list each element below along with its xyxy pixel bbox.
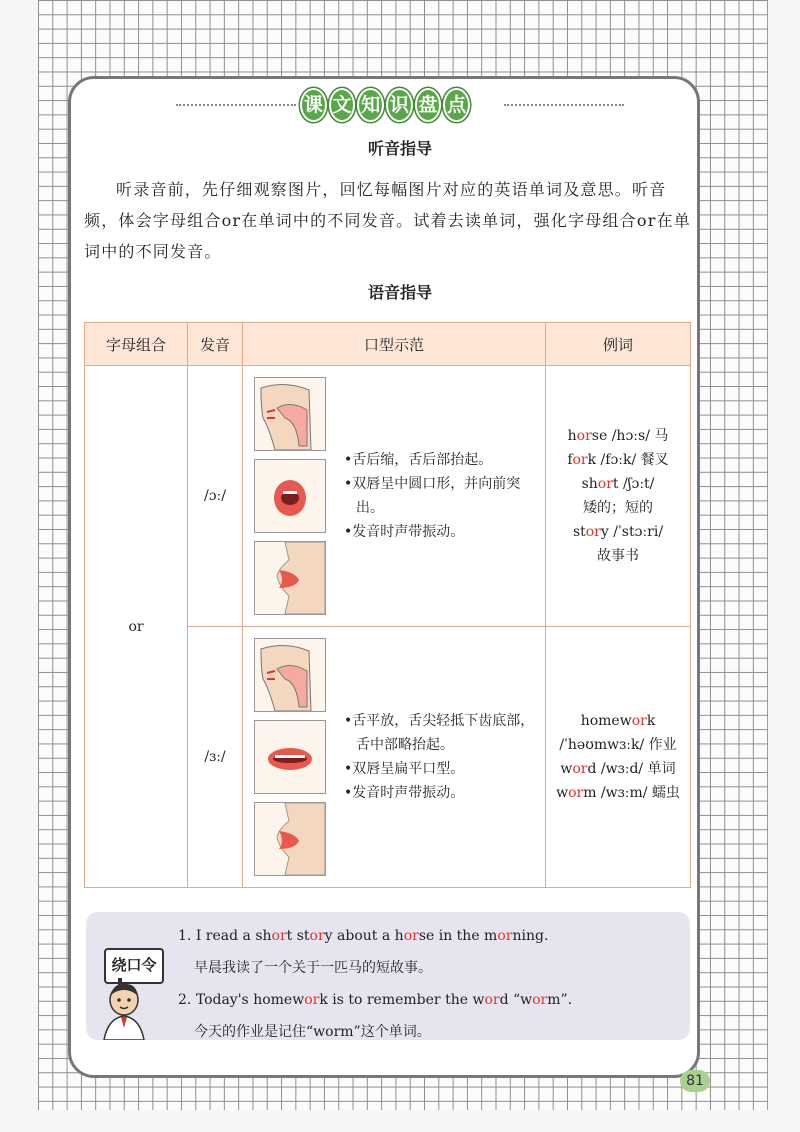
title-char-badge: 识 [386,88,413,122]
tongue-twister-sign: 绕口令 [104,948,164,984]
example-word [547,781,689,805]
pronunciation-steps [326,448,544,544]
title-char-badge: 盘 [415,88,442,122]
highlighted-letters: or [484,992,500,1008]
twister-translation: 今天的作业是记住“worm”这个单词。 [194,1024,431,1040]
highlighted-letters: or [597,476,613,492]
title-divider-left [176,104,296,106]
column-header: 发音 [188,323,243,366]
section-title [170,88,630,124]
word-text: se /hɔːs/ 马 [591,428,669,444]
table-header-row [85,323,691,366]
word-text: sh [581,476,598,492]
sentence-text: m”. [547,992,573,1008]
title-char-badge: 点 [443,88,470,122]
highlighted-letters: or [532,992,548,1008]
mouth-side-section-image [254,638,326,712]
word-text: t /ʃɔːt/ [612,476,655,492]
twister-number: 1. [178,928,192,944]
pronunciation-step: •发音时声带振动。 [344,785,465,801]
pronunciation-steps [326,709,544,805]
word-text: y /ˈstɔːri/ [600,524,664,540]
word-text: /ˈhəʊmwɜːk/ 作业 [559,737,677,753]
title-char-badge: 文 [329,88,356,122]
sentence-text: Today's homew [195,992,305,1008]
highlighted-letters: or [572,452,588,468]
letter-combination-cell: or [85,366,188,888]
table-row [85,366,691,627]
phonics-table [84,322,691,888]
column-header: 字母组合 [85,323,188,366]
highlighted-letters: or [403,928,419,944]
listening-paragraph: 听录音前，先仔细观察图片，回忆每幅图片对应的英语单词及意思。听音频，体会字母组合or在单词中的不同发音。试着去读单词，强化字母组合or在单词中的不同发音。 [84,180,691,261]
highlighted-letters: or [497,928,513,944]
title-divider-right [504,104,624,106]
word-text: k /fɔːk/ 餐叉 [587,452,669,468]
example-word [547,472,689,496]
pronunciation-step: •发音时声带振动。 [344,524,465,540]
boy-illustration [94,978,154,1040]
mouth-profile-image [254,802,326,876]
listening-heading [0,136,800,159]
sentence-text: ning. [512,928,549,944]
word-text: f [567,452,573,468]
word-text: d /wɜːd/ 单词 [587,761,676,777]
example-word [547,448,689,472]
title-char-badge: 课 [300,88,327,122]
word-text: 故事书 [597,548,639,564]
pronunciation-step: •双唇呈扁平口型。 [344,761,465,777]
title-badges [300,88,470,122]
pronunciation-step: •双唇呈中圆口形，并向前突出。 [344,476,521,516]
example-word [547,757,689,781]
page-number: 81 [680,1070,710,1092]
word-text: homew [580,713,632,729]
sentence-text: y about a h [324,928,404,944]
sound-cell: /ɜː/ [188,627,243,888]
highlighted-letters: or [572,761,588,777]
example-word [547,544,689,568]
highlighted-letters: or [304,992,320,1008]
mouth-front-image [254,459,326,533]
mouth-side-section-image [254,377,326,451]
twister-translation: 早晨我读了一个关于一匹马的短故事。 [194,960,432,976]
highlighted-letters: or [568,785,584,801]
mouth-front-image [254,720,326,794]
word-text: 矮的；短的 [583,500,653,516]
column-header: 口型示范 [243,323,546,366]
sentence-text: t st [286,928,310,944]
highlighted-letters: or [631,713,647,729]
example-word [547,424,689,448]
highlighted-letters: or [585,524,601,540]
word-text: st [572,524,586,540]
word-text: k [646,713,656,729]
tongue-twister-text [178,920,572,1048]
title-char-badge: 知 [357,88,384,122]
twister-sentence [178,920,572,952]
phonics-heading [0,280,800,303]
example-words-cell [546,366,691,627]
twister-number: 2. [178,992,192,1008]
example-word [547,733,689,757]
phonics-heading-text: 语音指导 [364,283,436,302]
pronunciation-step: •舌后缩，舌后部抬起。 [344,452,493,468]
word-text: w [560,761,573,777]
mouth-demo-cell [243,627,546,888]
word-text: m /wɜːm/ 蠕虫 [583,785,680,801]
sentence-text: I read a sh [195,928,272,944]
twister-sentence [178,984,572,1016]
highlighted-letters: or [271,928,287,944]
word-text: w [556,785,569,801]
word-text: h [567,428,577,444]
highlighted-letters: or [576,428,592,444]
sound-cell: /ɔː/ [188,366,243,627]
mouth-profile-image [254,541,326,615]
example-word [547,709,689,733]
highlighted-letters: or [309,928,325,944]
sentence-text: k is to remember the w [319,992,485,1008]
sentence-text: se in the m [418,928,498,944]
example-word [547,520,689,544]
mouth-demo-cell [243,366,546,627]
listening-heading-text: 听音指导 [364,139,436,158]
sentence-text: d “w [499,992,533,1008]
column-header: 例词 [546,323,691,366]
example-word [547,496,689,520]
example-words-cell [546,627,691,888]
pronunciation-step: •舌平放，舌尖轻抵下齿底部，舌中部略抬起。 [344,713,535,753]
